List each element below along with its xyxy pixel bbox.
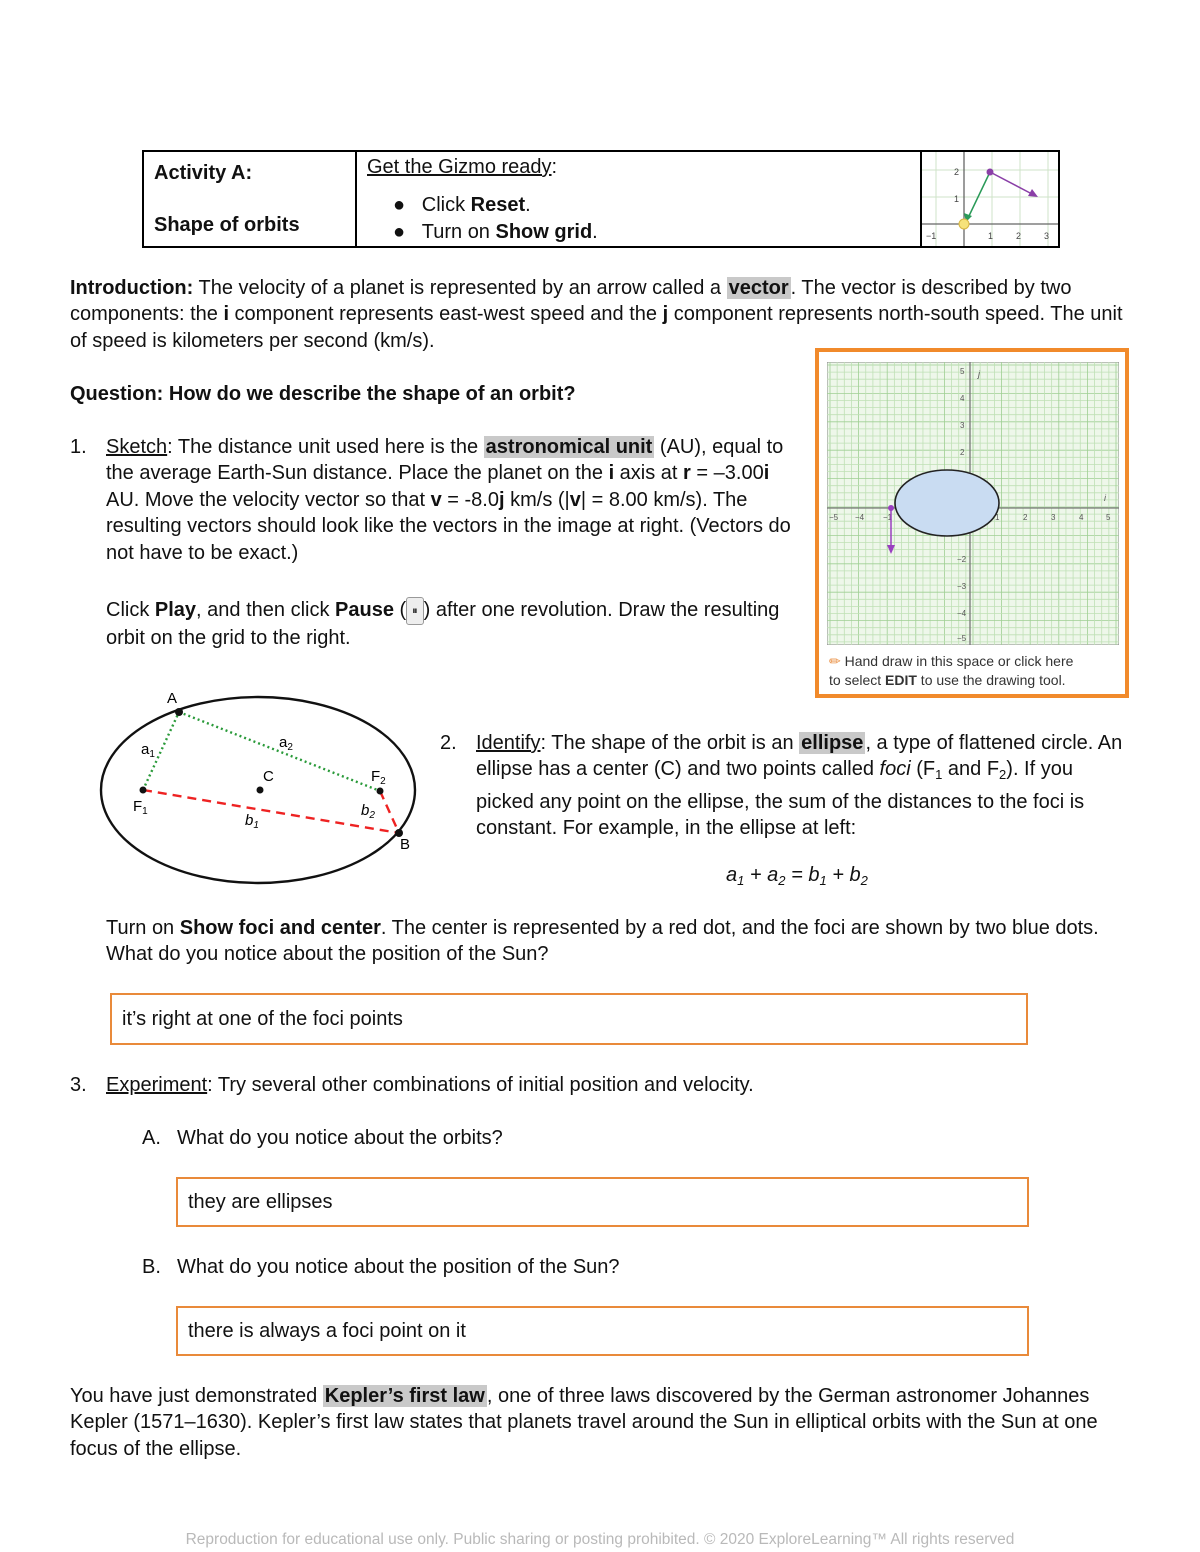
q3a-label: A.: [142, 1127, 161, 1149]
activity-subtitle: Shape of orbits: [154, 214, 300, 236]
label-f1: $F_1$: [133, 798, 148, 817]
grid-x-tick: 5: [1106, 513, 1111, 522]
grid-x-tick: 2: [1023, 513, 1028, 522]
label-b1: $b_1$: [245, 812, 259, 831]
edit-link[interactable]: EDIT: [885, 672, 917, 688]
answer-text: it’s right at one of the foci points: [122, 1007, 403, 1030]
label-point-a: A: [167, 690, 178, 707]
grid-y-tick: −3: [957, 582, 967, 591]
grid-x-tick: 4: [1079, 513, 1084, 522]
q1-play-paragraph: Click Play, and then click Pause ( ⏸ ) after one revolution. Draw the resulting orbit on the grid to the right.: [106, 599, 780, 650]
label-point-b: B: [400, 836, 411, 853]
ellipse-equation: $a_1 + a_2 = b_1 + b_2$: [726, 864, 868, 888]
grid-y-tick: 5: [960, 367, 965, 376]
activity-title: Activity A:: [154, 162, 253, 184]
vector-thumbnail-image: [922, 152, 1058, 246]
ellipse-foci-diagram: [95, 685, 425, 890]
answer-text: there is always a foci point on it: [188, 1319, 466, 1342]
answer-box-sun-foci[interactable]: [176, 1306, 1029, 1356]
activity-title-cell: [144, 152, 357, 246]
grid-x-axis-label: i: [1104, 493, 1106, 503]
label-center: C: [263, 768, 274, 785]
thumb-x-tick: −1: [926, 231, 937, 241]
q1-number: 1.: [70, 436, 87, 458]
term-vector: vector: [728, 277, 789, 299]
grid-x-tick: 3: [1051, 513, 1056, 522]
term-astronomical-unit: astronomical unit: [485, 436, 653, 458]
thumb-y-tick: 2: [954, 167, 960, 177]
q3b-label: B.: [142, 1256, 161, 1278]
gizmo-thumbnail: [922, 152, 1058, 246]
label-a1: $a_1$: [141, 741, 155, 760]
grid-y-tick: 3: [960, 421, 965, 430]
planet-marker: [888, 505, 894, 511]
thumb-x-tick: 2: [1016, 231, 1022, 241]
orbit-grid[interactable]: [827, 362, 1119, 645]
q3a-question: What do you notice about the orbits?: [177, 1127, 503, 1149]
q2-number: 2.: [440, 732, 457, 754]
grid-y-axis-label: j: [978, 369, 980, 379]
q3-number: 3.: [70, 1074, 87, 1096]
q2-identify-paragraph: Identify: The shape of the orbit is an ellipse , a type of flattened circle. An ellipse has a center (C) and two points called foci ($F_1$ and $F_2$). If you picked any point on the ellipse, the sum of the distances to the foci is constant. For example, in the ellipse at left:: [476, 732, 1123, 840]
thumb-x-tick: 1: [988, 231, 994, 241]
copyright-footer: Reproduction for educational use only. Public sharing or posting prohibited. © 2020 ExploreLearning™ All rights reserved: [185, 1531, 1015, 1548]
setup-step-grid: ● Turn on Show grid.: [393, 221, 598, 243]
label-f2: $F_2$: [371, 768, 386, 787]
activity-table: [142, 150, 1060, 248]
label-b2: $b_2$: [361, 802, 375, 821]
answer-box-sun-position[interactable]: [110, 993, 1028, 1045]
grid-x-tick: −1: [883, 513, 893, 522]
introduction-paragraph: Introduction: The velocity of a planet is represented by an arrow called a vector . The vector is described by two components: the i component represents east-west speed and the j component represents north-south speed. The unit of speed is kilometers per second (km/s).: [70, 277, 1123, 352]
grid-x-tick: −4: [855, 513, 865, 522]
drawing-caption: ✏ Hand draw in this space or click here to select EDIT to use the drawing tool.: [829, 653, 1074, 688]
term-ellipse: ellipse: [801, 732, 864, 754]
answer-text: they are ellipses: [188, 1190, 333, 1213]
gizmo-setup-cell: [357, 152, 922, 246]
kepler-paragraph: You have just demonstrated Kepler’s first law , one of three laws discovered by the German astronomer Johannes Kepler (1571–1630). Kepler’s first law states that planets travel around the Sun in elliptical orbits with the Sun at one focus of the ellipse.: [70, 1385, 1098, 1460]
pencil-icon: ✏: [829, 653, 841, 669]
thumb-y-tick: 1: [954, 194, 960, 204]
question-heading: Question: How do we describe the shape of an orbit?: [70, 383, 576, 405]
grid-x-tick: −5: [829, 513, 839, 522]
grid-y-tick: 2: [960, 448, 965, 457]
grid-x-tick: 1: [995, 513, 1000, 522]
grid-y-tick: −2: [957, 555, 967, 564]
drawing-area[interactable]: [815, 348, 1129, 698]
grid-y-tick: −4: [957, 609, 967, 618]
term-keplers-first-law: Kepler’s first law: [324, 1385, 485, 1407]
label-a2: $a_2$: [279, 734, 293, 753]
grid-y-tick: 4: [960, 394, 965, 403]
q3b-question: What do you notice about the position of the Sun?: [177, 1256, 620, 1278]
drawn-orbit-ellipse: [895, 470, 999, 536]
gizmo-heading: Get the Gizmo ready:: [367, 156, 558, 178]
pause-icon: ⏸: [406, 597, 424, 625]
thumb-x-tick: 3: [1044, 231, 1050, 241]
answer-box-orbits[interactable]: [176, 1177, 1029, 1227]
setup-step-reset: ● Click Reset.: [393, 194, 531, 216]
grid-y-tick: −5: [957, 634, 967, 643]
q2-foci-paragraph: Turn on Show foci and center. The center is represented by a red dot, and the foci are shown by two blue dots. What do you notice about the position of the Sun?: [106, 917, 1099, 966]
q1-sketch-paragraph: Sketch: The distance unit used here is the astronomical unit (AU), equal to the average Earth-Sun distance. Place the planet on the i axis at r = –3.00i AU. Move the velocity vector so that v = -8.0j km/s (|v| = 8.00 km/s). The resulting vectors should look like the vectors in the image at right. (Vectors do not have to be exact.): [106, 436, 791, 564]
q3-experiment-paragraph: Experiment: Try several other combinations of initial position and velocity.: [106, 1074, 754, 1096]
